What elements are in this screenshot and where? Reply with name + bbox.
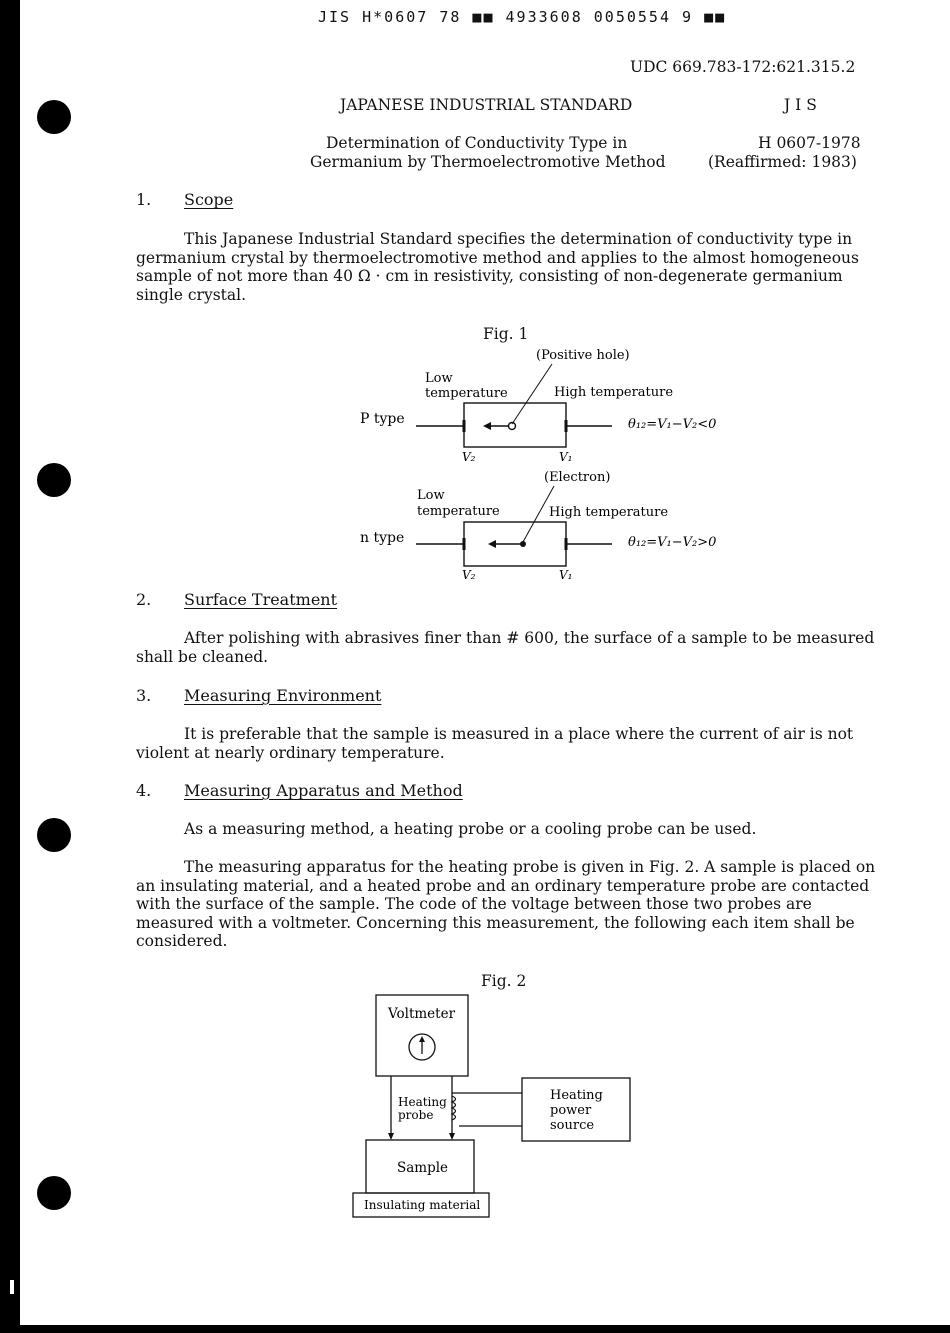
n-v1-label: V₁ <box>559 568 573 582</box>
n-v2-label: V₂ <box>462 568 476 582</box>
udc-number: UDC 669.783-172:621.315.2 <box>630 58 856 76</box>
punch-hole <box>37 1176 71 1210</box>
section-number: 1. <box>136 190 152 209</box>
section-paragraph: After polishing with abrasives finer than # 600, the surface of a sample to be measured shall be cleaned. <box>136 629 875 666</box>
punch-hole <box>37 463 71 497</box>
p-equation: θ₁₂=V₁−V₂<0 <box>628 417 717 432</box>
section-paragraph: This Japanese Industrial Standard specifies the determination of conductivity type in germanium crystal by thermoelectromotive method and applies to the almost homogeneous sample of not more than 40 Ω · cm in resistivity, consisting of non-degenerate germanium single crystal. <box>136 230 859 304</box>
n-equation: θ₁₂=V₁−V₂>0 <box>628 535 717 550</box>
p-v1-label: V₁ <box>559 450 573 464</box>
section-paragraph: It is preferable that the sample is measured in a place where the current of air is not violent at nearly ordinary temperature. <box>136 725 854 762</box>
p-low-temp-label: temperature <box>425 386 508 401</box>
section-title: Measuring Apparatus and Method <box>184 781 463 800</box>
n-type-label: n type <box>360 530 405 546</box>
p-low-label: Low <box>425 371 453 386</box>
standard-number: H 0607-1978 <box>758 134 861 152</box>
power-label-1: Heating <box>550 1088 603 1103</box>
p-high-label: High temperature <box>554 385 674 400</box>
insulating-material-label: Insulating material <box>364 1198 481 1212</box>
figure-1-diagram <box>340 340 770 590</box>
section-title: Measuring Environment <box>184 686 382 705</box>
section-paragraph: The measuring apparatus for the heating probe is given in Fig. 2. A sample is placed on an insulating material, and a heated probe and an ordinary temperature probe are contacted with the surface of the sample. The code of the voltage between those two probes are measured with a voltmeter. Concerning this measurement, the following each item shall be considered. <box>136 858 876 950</box>
reaffirmed: (Reaffirmed: 1983) <box>708 153 857 171</box>
title-line-1: Determination of Conductivity Type in <box>326 134 628 152</box>
heating-probe-label-2: probe <box>398 1108 434 1122</box>
punch-hole <box>37 818 71 852</box>
document-code: JIS H*0607 78 ■■ 4933608 0050554 9 ■■ <box>318 8 727 26</box>
figure-2-diagram <box>350 990 640 1220</box>
p-arrow-head <box>483 422 491 430</box>
probe-arrow-left <box>388 1133 394 1140</box>
n-arrow-head <box>488 540 496 548</box>
figure-caption: Fig. 2 <box>481 972 527 990</box>
p-pointer-line <box>512 364 552 424</box>
n-low-temp-label: temperature <box>417 504 500 519</box>
scan-left-border <box>0 0 20 1333</box>
n-high-label: High temperature <box>549 505 669 520</box>
p-type-label: P type <box>360 411 405 427</box>
section-title: Surface Treatment <box>184 590 338 609</box>
voltmeter-label: Voltmeter <box>388 1006 456 1022</box>
sample-label: Sample <box>397 1160 449 1176</box>
section-number: 3. <box>136 686 152 705</box>
scan-mark <box>10 1280 14 1294</box>
punch-hole <box>37 100 71 134</box>
title-line-2: Germanium by Thermoelectromotive Method <box>310 153 666 171</box>
section-paragraph: As a measuring method, a heating probe or a cooling probe can be used. <box>184 820 757 838</box>
power-label-3: source <box>550 1118 595 1133</box>
power-label-2: power <box>550 1103 592 1118</box>
heating-probe-label-1: Heating <box>398 1095 447 1109</box>
voltmeter-needle-head <box>419 1036 425 1042</box>
standard-name: JAPANESE INDUSTRIAL STANDARD <box>340 96 633 114</box>
p-v2-label: V₂ <box>462 450 476 464</box>
n-carrier-label: (Electron) <box>544 470 611 485</box>
section-number: 2. <box>136 590 152 609</box>
figure-caption: Fig. 1 <box>483 325 529 343</box>
n-low-label: Low <box>417 488 445 503</box>
section-title: Scope <box>184 190 234 209</box>
scan-bottom-border <box>0 1325 950 1333</box>
jis-label: J I S <box>784 96 817 114</box>
p-carrier-label: (Positive hole) <box>536 348 630 363</box>
section-number: 4. <box>136 781 152 800</box>
heating-probe-arrow <box>449 1133 455 1140</box>
